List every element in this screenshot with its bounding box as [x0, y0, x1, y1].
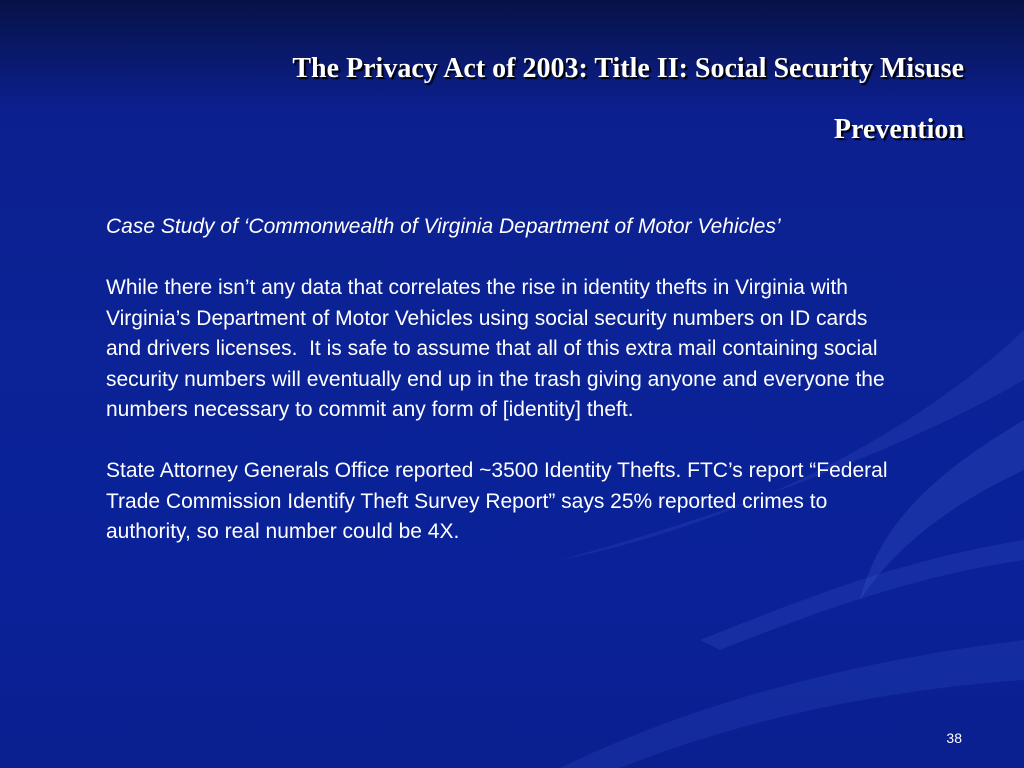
- slide-number: 38: [946, 730, 962, 746]
- slide-title-line-1: The Privacy Act of 2003: Title II: Social Security Misuse: [292, 53, 964, 84]
- body-paragraph-2: State Attorney Generals Office reported ~3500 Identity Thefts. FTC’s report “Federal Trade Commission Identify Theft Survey Report” says 25% reported crimes to authority, so real number could be 4X.: [106, 459, 893, 543]
- slide-title: [60, 38, 964, 160]
- slide-body: [106, 212, 906, 578]
- case-study-heading: Case Study of ‘Commonwealth of Virginia Department of Motor Vehicles’: [106, 215, 781, 238]
- body-paragraph-1: While there isn’t any data that correlates the rise in identity thefts in Virginia with Virginia’s Department of Motor Vehicles using social security numbers on ID cards and drivers licenses. It is safe to assume that all of this extra mail containing social security numbers will eventually end up in the trash giving anyone and everyone the numbers necessary to commit any form of [identity] theft.: [106, 276, 891, 421]
- slide-title-line-2: Prevention: [833, 114, 964, 145]
